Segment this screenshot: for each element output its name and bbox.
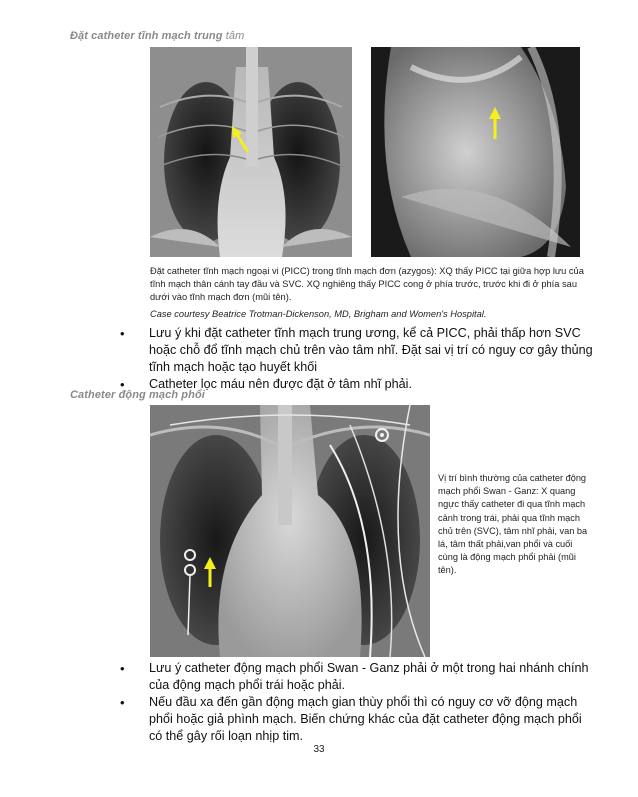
list-item: • Lưu ý khi đặt catheter tĩnh mạch trung ương, kể cả PICC, phải thấp hơn SVC hoặc chỗ đổ tĩnh mạch chủ trên vào tâm nhĩ. Đặt sai vị trí có nguy cơ gây thủng tĩnh mạch hoặc tạo huyết khối — [118, 325, 598, 376]
list-item: • Lưu ý catheter động mạch phổi Swan - Ganz phải ở một trong hai nhánh chính của động mạch phổi trái hoặc phải. — [118, 660, 598, 694]
page-number: 33 — [313, 744, 325, 755]
frontal-chest-xray — [150, 47, 352, 257]
lateral-chest-xray — [371, 47, 580, 257]
caption-text: Đặt catheter tĩnh mạch ngoại vi (PICC) trong tĩnh mạch đơn (azygos): XQ thấy PICC tại giữa hợp lưu của tĩnh mạch thân cánh tay đầu và SVC. XQ nghiêng thấy PICC cong ở phía trước, trước khi đi ở phía sau dưới vào tĩnh mạch đơn (mũi tên). — [150, 266, 584, 302]
figure-side-caption: Vị trí bình thường của catheter động mạch phổi Swan - Ganz: X quang ngực thấy catheter đi qua tĩnh mạch cảnh trong trái, phải qua tĩnh mạch chủ trên (SVC), tâm nhĩ phải, van ba lá, tâm thất phải,van phổi và cuối cùng là động mạch phổi phải (mũi tên). — [438, 473, 588, 576]
caption-credit: Case courtesy Beatrice Trotman-Dickenson, MD, Brigham and Women's Hospital. — [150, 309, 487, 319]
section-heading-main: Đặt catheter tĩnh mạch trung — [70, 30, 223, 42]
section-heading-tail: tâm — [225, 30, 245, 42]
list-item: • Nếu đầu xa đến gần động mạch gian thùy phổi thì có nguy cơ vỡ động mạch phổi hoặc giả phình mạch. Biến chứng khác của đặt catheter động mạch phổi có thể gây rối loạn nhịp tim. — [118, 694, 598, 745]
list-item: • Catheter lọc máu nên được đặt ở tâm nhĩ phải. — [118, 376, 598, 393]
swan-ganz-chest-xray — [150, 405, 430, 657]
section-heading-pulmonary-artery — [70, 389, 205, 401]
figure-caption — [150, 265, 590, 321]
section-heading-central-venous — [70, 30, 244, 42]
bullet-list — [118, 325, 598, 393]
bullet-list — [118, 660, 598, 745]
section-heading-main: Catheter động mạch phổi — [70, 389, 205, 401]
